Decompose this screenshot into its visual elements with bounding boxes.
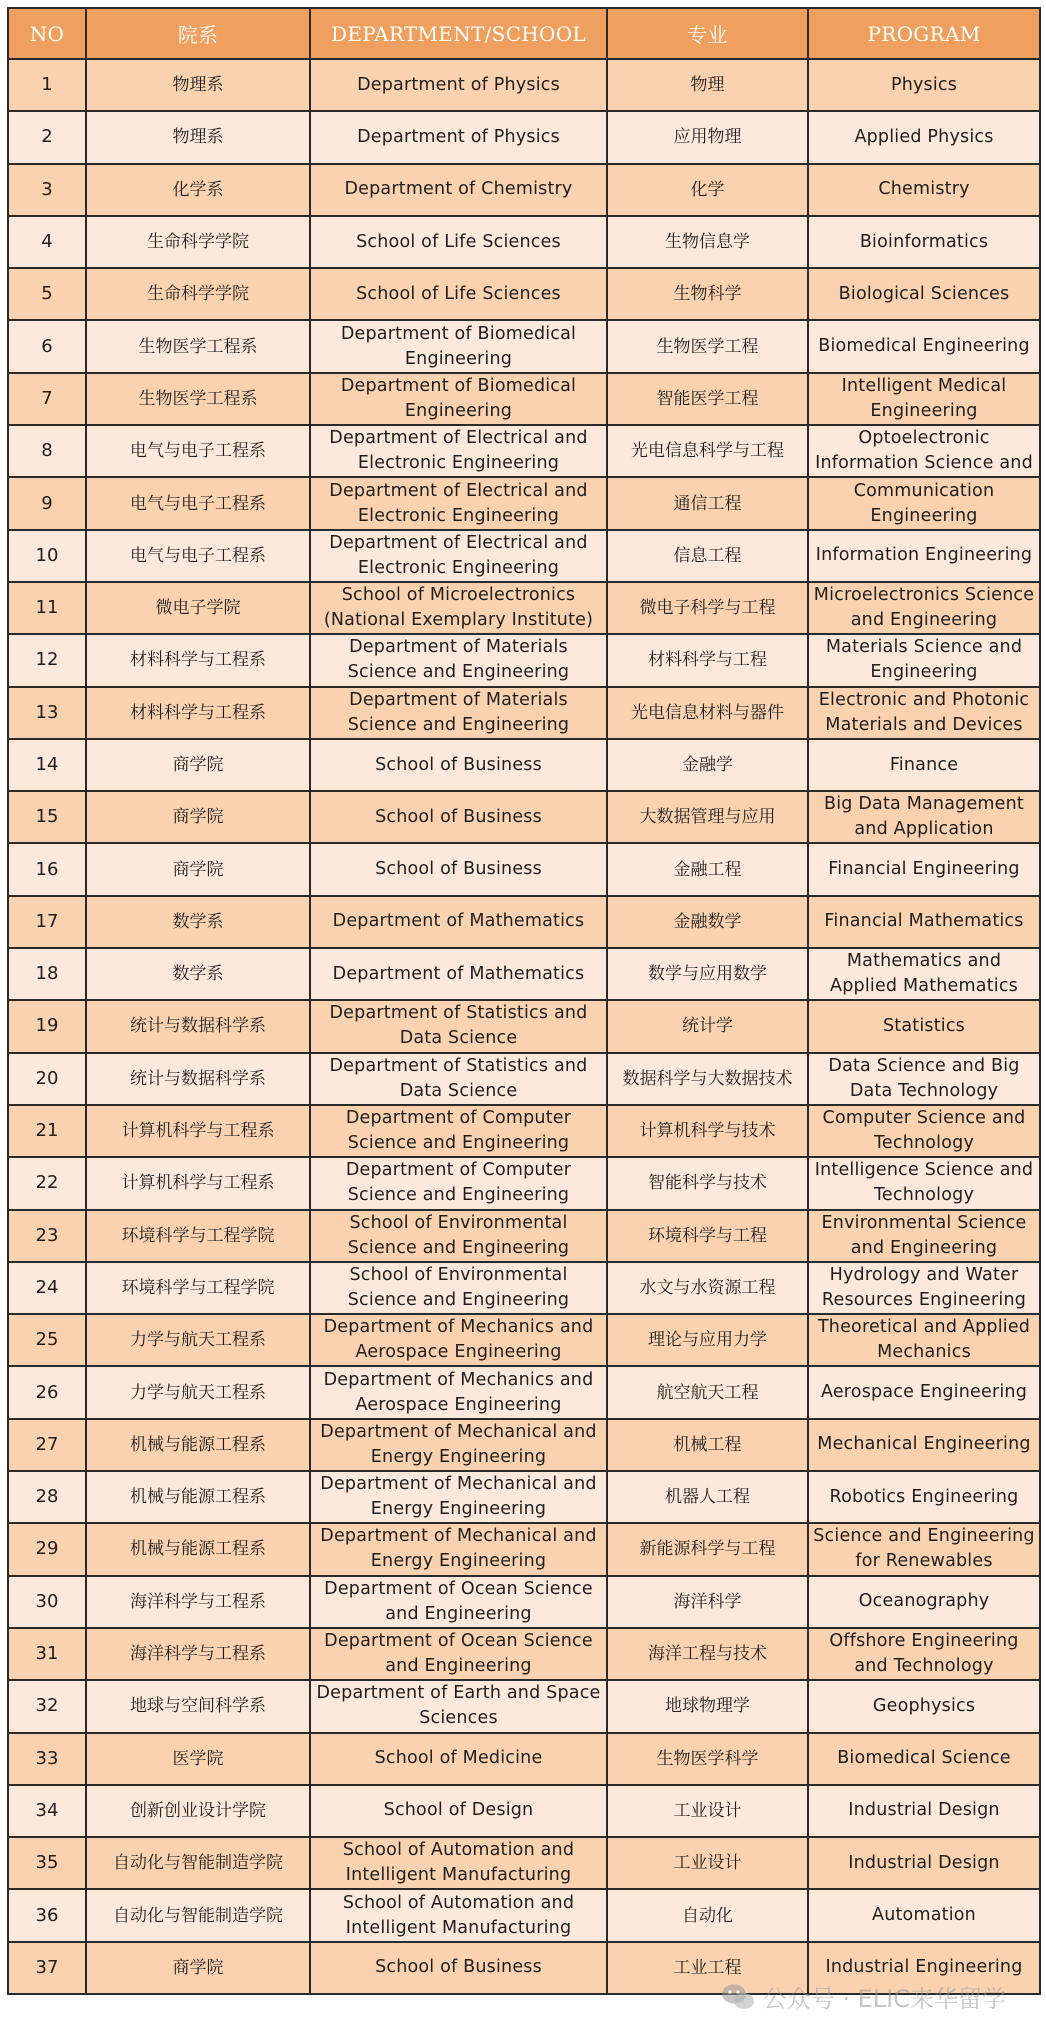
- cell-major-cn: 生物科学: [607, 268, 808, 320]
- cell-program-en: Intelligent Medical Engineering: [808, 373, 1040, 425]
- cell-department-en: Department of Mathematics: [310, 948, 607, 1000]
- cell-program-en: Biomedical Engineering: [808, 320, 1040, 372]
- cell-department-en: Department of Statistics and Data Science: [310, 1053, 607, 1105]
- header-department-en: DEPARTMENT/SCHOOL: [310, 8, 607, 59]
- cell-department-en: School of Design: [310, 1785, 607, 1837]
- cell-department-en: Department of Biomedical Engineering: [310, 373, 607, 425]
- table-row: [8, 425, 1040, 477]
- cell-department-en: School of Automation and Intelligent Manufacturing: [310, 1837, 607, 1889]
- table-row: [8, 1314, 1040, 1366]
- table-row: [8, 1680, 1040, 1732]
- cell-major-cn: 航空航天工程: [607, 1366, 808, 1418]
- cell-program-en: Applied Physics: [808, 111, 1040, 163]
- table-row: [8, 1889, 1040, 1941]
- cell-row-no: 1: [8, 59, 86, 111]
- cell-program-en: Mechanical Engineering: [808, 1419, 1040, 1471]
- table-row: [8, 582, 1040, 634]
- table-row: [8, 1942, 1040, 1994]
- cell-row-no: 18: [8, 948, 86, 1000]
- header-department-cn: 院系: [86, 8, 310, 59]
- cell-program-en: Microelectronics Science and Engineering: [808, 582, 1040, 634]
- header-major-cn: 专业: [607, 8, 808, 59]
- cell-program-en: Robotics Engineering: [808, 1471, 1040, 1523]
- cell-major-cn: 金融工程: [607, 843, 808, 895]
- cell-department-en: Department of Physics: [310, 59, 607, 111]
- cell-department-cn: 材料科学与工程系: [86, 634, 310, 686]
- cell-major-cn: 统计学: [607, 1000, 808, 1052]
- cell-department-cn: 地球与空间科学系: [86, 1680, 310, 1732]
- cell-program-en: Aerospace Engineering: [808, 1366, 1040, 1418]
- table-row: [8, 59, 1040, 111]
- cell-department-cn: 电气与电子工程系: [86, 477, 310, 529]
- cell-row-no: 35: [8, 1837, 86, 1889]
- cell-program-en: Financial Engineering: [808, 843, 1040, 895]
- cell-department-cn: 电气与电子工程系: [86, 425, 310, 477]
- cell-row-no: 34: [8, 1785, 86, 1837]
- cell-department-cn: 环境科学与工程学院: [86, 1210, 310, 1262]
- cell-department-en: Department of Statistics and Data Science: [310, 1000, 607, 1052]
- watermark-text: 公众号 · ELIC来华留学: [762, 1985, 1006, 2013]
- cell-department-cn: 微电子学院: [86, 582, 310, 634]
- cell-major-cn: 金融学: [607, 739, 808, 791]
- table-row: [8, 1157, 1040, 1209]
- cell-program-en: Biological Sciences: [808, 268, 1040, 320]
- table-row: [8, 1733, 1040, 1785]
- cell-program-en: Electronic and Photonic Materials and Devices: [808, 687, 1040, 739]
- cell-major-cn: 应用物理: [607, 111, 808, 163]
- cell-department-en: Department of Materials Science and Engineering: [310, 687, 607, 739]
- cell-row-no: 31: [8, 1628, 86, 1680]
- cell-major-cn: 新能源科学与工程: [607, 1523, 808, 1575]
- cell-row-no: 26: [8, 1366, 86, 1418]
- table-body: [8, 59, 1040, 1994]
- cell-row-no: 3: [8, 164, 86, 216]
- cell-major-cn: 通信工程: [607, 477, 808, 529]
- cell-row-no: 9: [8, 477, 86, 529]
- cell-department-cn: 商学院: [86, 1942, 310, 1994]
- cell-department-cn: 生物医学工程系: [86, 373, 310, 425]
- table-row: [8, 843, 1040, 895]
- table-row: [8, 1837, 1040, 1889]
- cell-major-cn: 机器人工程: [607, 1471, 808, 1523]
- table-row: [8, 791, 1040, 843]
- cell-major-cn: 生物医学科学: [607, 1733, 808, 1785]
- cell-department-en: School of Automation and Intelligent Manufacturing: [310, 1889, 607, 1941]
- cell-department-cn: 商学院: [86, 791, 310, 843]
- cell-department-cn: 计算机科学与工程系: [86, 1157, 310, 1209]
- cell-department-en: School of Life Sciences: [310, 216, 607, 268]
- cell-row-no: 10: [8, 530, 86, 582]
- cell-department-en: School of Business: [310, 791, 607, 843]
- cell-department-cn: 统计与数据科学系: [86, 1053, 310, 1105]
- cell-department-cn: 海洋科学与工程系: [86, 1628, 310, 1680]
- cell-major-cn: 微电子科学与工程: [607, 582, 808, 634]
- table-row: [8, 1785, 1040, 1837]
- cell-department-en: Department of Ocean Science and Engineering: [310, 1576, 607, 1628]
- table-row: [8, 896, 1040, 948]
- cell-row-no: 4: [8, 216, 86, 268]
- cell-department-en: Department of Electrical and Electronic Engineering: [310, 477, 607, 529]
- cell-row-no: 23: [8, 1210, 86, 1262]
- table-row: [8, 1576, 1040, 1628]
- table-row: [8, 111, 1040, 163]
- cell-major-cn: 工业工程: [607, 1942, 808, 1994]
- cell-program-en: Financial Mathematics: [808, 896, 1040, 948]
- cell-program-en: Data Science and Big Data Technology: [808, 1053, 1040, 1105]
- cell-major-cn: 金融数学: [607, 896, 808, 948]
- cell-department-en: Department of Mechanics and Aerospace Engineering: [310, 1314, 607, 1366]
- cell-row-no: 21: [8, 1105, 86, 1157]
- table-row: [8, 164, 1040, 216]
- cell-department-cn: 自动化与智能制造学院: [86, 1837, 310, 1889]
- table-row: [8, 1523, 1040, 1575]
- table-row: [8, 530, 1040, 582]
- cell-major-cn: 环境科学与工程: [607, 1210, 808, 1262]
- header-row: [8, 8, 1040, 59]
- cell-program-en: Bioinformatics: [808, 216, 1040, 268]
- cell-department-cn: 化学系: [86, 164, 310, 216]
- table-row: [8, 216, 1040, 268]
- cell-major-cn: 智能科学与技术: [607, 1157, 808, 1209]
- table-row: [8, 373, 1040, 425]
- cell-department-cn: 机械与能源工程系: [86, 1523, 310, 1575]
- cell-program-en: Geophysics: [808, 1680, 1040, 1732]
- cell-department-cn: 机械与能源工程系: [86, 1471, 310, 1523]
- cell-row-no: 36: [8, 1889, 86, 1941]
- cell-program-en: Chemistry: [808, 164, 1040, 216]
- cell-department-cn: 电气与电子工程系: [86, 530, 310, 582]
- cell-major-cn: 地球物理学: [607, 1680, 808, 1732]
- cell-program-en: Industrial Engineering: [808, 1942, 1040, 1994]
- cell-department-cn: 医学院: [86, 1733, 310, 1785]
- cell-major-cn: 工业设计: [607, 1785, 808, 1837]
- table-row: [8, 1210, 1040, 1262]
- cell-department-cn: 创新创业设计学院: [86, 1785, 310, 1837]
- table-row: [8, 320, 1040, 372]
- cell-department-cn: 生命科学学院: [86, 216, 310, 268]
- cell-major-cn: 大数据管理与应用: [607, 791, 808, 843]
- cell-department-en: School of Business: [310, 739, 607, 791]
- cell-major-cn: 信息工程: [607, 530, 808, 582]
- cell-major-cn: 数据科学与大数据技术: [607, 1053, 808, 1105]
- cell-program-en: Automation: [808, 1889, 1040, 1941]
- cell-major-cn: 水文与水资源工程: [607, 1262, 808, 1314]
- cell-program-en: Finance: [808, 739, 1040, 791]
- cell-department-cn: 自动化与智能制造学院: [86, 1889, 310, 1941]
- cell-department-cn: 生物医学工程系: [86, 320, 310, 372]
- table-header: [8, 8, 1040, 59]
- cell-department-en: Department of Mechanical and Energy Engineering: [310, 1523, 607, 1575]
- cell-row-no: 15: [8, 791, 86, 843]
- cell-row-no: 17: [8, 896, 86, 948]
- cell-department-cn: 力学与航天工程系: [86, 1314, 310, 1366]
- cell-department-cn: 机械与能源工程系: [86, 1419, 310, 1471]
- cell-row-no: 8: [8, 425, 86, 477]
- cell-major-cn: 生物信息学: [607, 216, 808, 268]
- cell-row-no: 28: [8, 1471, 86, 1523]
- cell-program-en: Offshore Engineering and Technology: [808, 1628, 1040, 1680]
- cell-department-en: School of Environmental Science and Engineering: [310, 1210, 607, 1262]
- cell-program-en: Computer Science and Technology: [808, 1105, 1040, 1157]
- cell-program-en: Physics: [808, 59, 1040, 111]
- table-row: [8, 1419, 1040, 1471]
- cell-program-en: Optoelectronic Information Science and: [808, 425, 1040, 477]
- cell-department-en: Department of Computer Science and Engineering: [310, 1105, 607, 1157]
- table-row: [8, 1471, 1040, 1523]
- cell-row-no: 27: [8, 1419, 86, 1471]
- cell-major-cn: 光电信息科学与工程: [607, 425, 808, 477]
- cell-department-en: Department of Electrical and Electronic Engineering: [310, 530, 607, 582]
- program-table-container: [7, 7, 1039, 1995]
- cell-department-en: Department of Mechanical and Energy Engineering: [310, 1471, 607, 1523]
- table-row: [8, 1000, 1040, 1052]
- header-program: PROGRAM: [808, 8, 1040, 59]
- cell-department-en: School of Medicine: [310, 1733, 607, 1785]
- cell-major-cn: 理论与应用力学: [607, 1314, 808, 1366]
- cell-department-en: School of Microelectronics (National Exemplary Institute): [310, 582, 607, 634]
- cell-department-cn: 数学系: [86, 896, 310, 948]
- cell-department-en: Department of Mechanics and Aerospace Engineering: [310, 1366, 607, 1418]
- cell-department-en: Department of Biomedical Engineering: [310, 320, 607, 372]
- cell-program-en: Theoretical and Applied Mechanics: [808, 1314, 1040, 1366]
- cell-program-en: Big Data Management and Application: [808, 791, 1040, 843]
- cell-department-cn: 数学系: [86, 948, 310, 1000]
- cell-department-cn: 物理系: [86, 59, 310, 111]
- table-row: [8, 1053, 1040, 1105]
- cell-department-cn: 生命科学学院: [86, 268, 310, 320]
- cell-row-no: 11: [8, 582, 86, 634]
- cell-program-en: Communication Engineering: [808, 477, 1040, 529]
- cell-row-no: 2: [8, 111, 86, 163]
- cell-row-no: 19: [8, 1000, 86, 1052]
- cell-department-cn: 环境科学与工程学院: [86, 1262, 310, 1314]
- table-row: [8, 1366, 1040, 1418]
- table-row: [8, 1105, 1040, 1157]
- cell-program-en: Statistics: [808, 1000, 1040, 1052]
- cell-row-no: 32: [8, 1680, 86, 1732]
- cell-department-cn: 计算机科学与工程系: [86, 1105, 310, 1157]
- cell-department-en: School of Business: [310, 843, 607, 895]
- cell-row-no: 24: [8, 1262, 86, 1314]
- cell-row-no: 7: [8, 373, 86, 425]
- cell-row-no: 16: [8, 843, 86, 895]
- cell-department-cn: 商学院: [86, 739, 310, 791]
- cell-row-no: 30: [8, 1576, 86, 1628]
- cell-program-en: Oceanography: [808, 1576, 1040, 1628]
- cell-row-no: 22: [8, 1157, 86, 1209]
- cell-department-cn: 海洋科学与工程系: [86, 1576, 310, 1628]
- cell-department-en: School of Environmental Science and Engineering: [310, 1262, 607, 1314]
- cell-department-en: School of Business: [310, 1942, 607, 1994]
- cell-row-no: 13: [8, 687, 86, 739]
- cell-program-en: Industrial Design: [808, 1785, 1040, 1837]
- cell-program-en: Environmental Science and Engineering: [808, 1210, 1040, 1262]
- cell-major-cn: 工业设计: [607, 1837, 808, 1889]
- cell-row-no: 29: [8, 1523, 86, 1575]
- cell-row-no: 12: [8, 634, 86, 686]
- cell-major-cn: 生物医学工程: [607, 320, 808, 372]
- cell-department-en: Department of Electrical and Electronic Engineering: [310, 425, 607, 477]
- program-table: [7, 7, 1041, 1995]
- cell-department-en: Department of Mechanical and Energy Engineering: [310, 1419, 607, 1471]
- cell-major-cn: 智能医学工程: [607, 373, 808, 425]
- cell-department-en: School of Life Sciences: [310, 268, 607, 320]
- cell-major-cn: 化学: [607, 164, 808, 216]
- table-row: [8, 948, 1040, 1000]
- cell-department-cn: 材料科学与工程系: [86, 687, 310, 739]
- cell-row-no: 14: [8, 739, 86, 791]
- cell-row-no: 20: [8, 1053, 86, 1105]
- cell-department-en: Department of Physics: [310, 111, 607, 163]
- cell-department-cn: 力学与航天工程系: [86, 1366, 310, 1418]
- cell-major-cn: 机械工程: [607, 1419, 808, 1471]
- cell-major-cn: 光电信息材料与器件: [607, 687, 808, 739]
- table-row: [8, 1262, 1040, 1314]
- cell-program-en: Science and Engineering for Renewables: [808, 1523, 1040, 1575]
- cell-department-en: Department of Computer Science and Engineering: [310, 1157, 607, 1209]
- cell-department-en: Department of Mathematics: [310, 896, 607, 948]
- cell-department-en: Department of Materials Science and Engineering: [310, 634, 607, 686]
- cell-major-cn: 计算机科学与技术: [607, 1105, 808, 1157]
- cell-department-en: Department of Ocean Science and Engineering: [310, 1628, 607, 1680]
- table-row: [8, 477, 1040, 529]
- cell-row-no: 33: [8, 1733, 86, 1785]
- cell-row-no: 37: [8, 1942, 86, 1994]
- cell-department-en: Department of Earth and Space Sciences: [310, 1680, 607, 1732]
- cell-program-en: Information Engineering: [808, 530, 1040, 582]
- cell-program-en: Intelligence Science and Technology: [808, 1157, 1040, 1209]
- cell-major-cn: 材料科学与工程: [607, 634, 808, 686]
- cell-department-cn: 物理系: [86, 111, 310, 163]
- cell-department-cn: 统计与数据科学系: [86, 1000, 310, 1052]
- cell-program-en: Industrial Design: [808, 1837, 1040, 1889]
- cell-row-no: 6: [8, 320, 86, 372]
- table-row: [8, 687, 1040, 739]
- cell-major-cn: 自动化: [607, 1889, 808, 1941]
- cell-row-no: 25: [8, 1314, 86, 1366]
- cell-program-en: Hydrology and Water Resources Engineering: [808, 1262, 1040, 1314]
- cell-major-cn: 物理: [607, 59, 808, 111]
- header-no: NO: [8, 8, 86, 59]
- table-row: [8, 1628, 1040, 1680]
- table-row: [8, 268, 1040, 320]
- cell-major-cn: 海洋科学: [607, 1576, 808, 1628]
- cell-department-en: Department of Chemistry: [310, 164, 607, 216]
- table-row: [8, 739, 1040, 791]
- cell-department-cn: 商学院: [86, 843, 310, 895]
- cell-major-cn: 数学与应用数学: [607, 948, 808, 1000]
- cell-program-en: Materials Science and Engineering: [808, 634, 1040, 686]
- cell-row-no: 5: [8, 268, 86, 320]
- cell-major-cn: 海洋工程与技术: [607, 1628, 808, 1680]
- table-row: [8, 634, 1040, 686]
- cell-program-en: Biomedical Science: [808, 1733, 1040, 1785]
- cell-program-en: Mathematics and Applied Mathematics: [808, 948, 1040, 1000]
